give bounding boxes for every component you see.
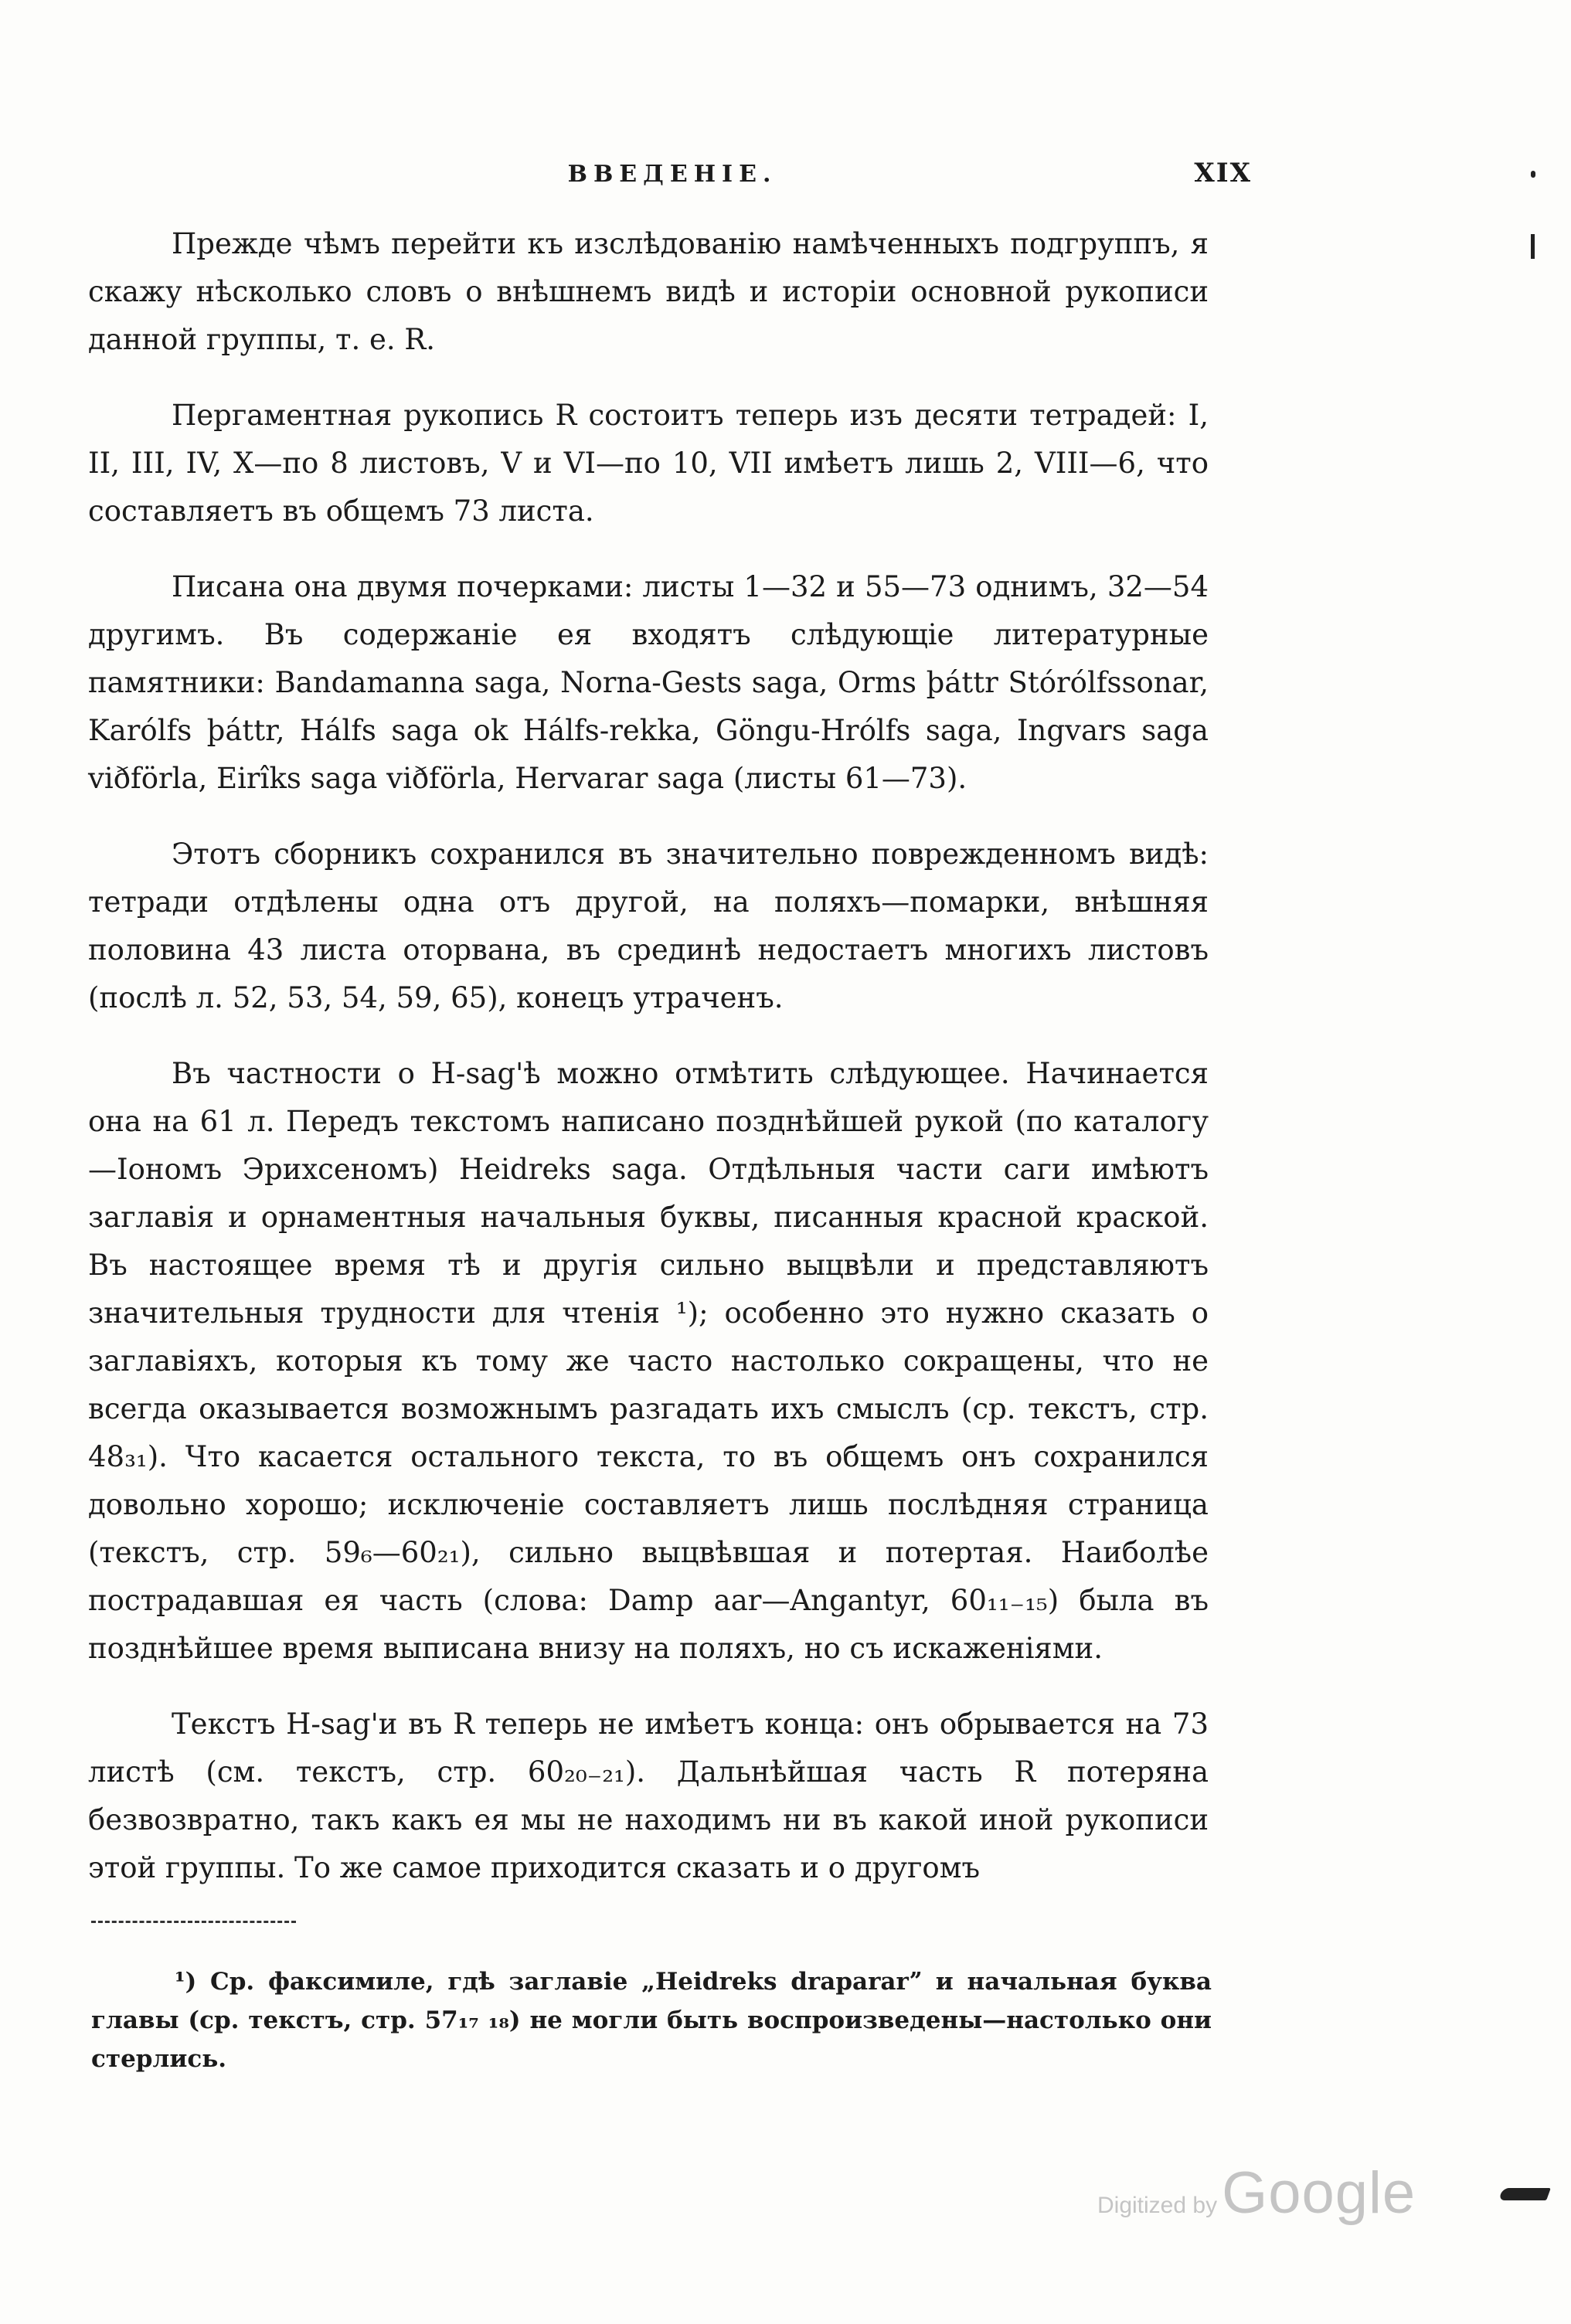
- page-number: XIX: [1194, 158, 1252, 189]
- paragraph-h-saga: Въ частности о H-sag'ѣ можно отмѣтить слѣдующее. Начинается она на 61 л. Передъ текстомъ написано позднѣйшей рукой (по каталогу—Іономъ Эрихсеномъ) Heidreks saga. Отдѣльныя части саги имѣютъ заглавія и орнаментныя начальныя буквы, писанныя красной краской. Въ настоящее время тѣ и другія сильно выцвѣли и представляютъ значительныя трудности для чтенія ¹); особенно это нужно сказать о заглавіяхъ, которыя къ тому же часто настолько сокращены, что не всегда оказывается возможнымъ разгадать ихъ смыслъ (ср. текстъ, стр. 48₃₁). Что касается остального текста, то въ общемъ онъ сохранился довольно хорошо; исключеніе составляетъ лишь послѣдняя страница (текстъ, стр. 59₆—60₂₁), сильно выцвѣвшая и потертая. Наиболѣе пострадавшая ея часть (слова: Damp aar—Angantyr, 60₁₁₋₁₅) была въ позднѣйшее время выписана внизу на поляхъ, но съ искаженіями.: [88, 1057, 1209, 1665]
- margin-ink-dot: [1531, 171, 1535, 178]
- footnote-divider: [91, 1921, 296, 1923]
- margin-ink-smudge: [1498, 2188, 1551, 2200]
- paragraph-ending: Текстъ H-sag'и въ R теперь не имѣетъ конца: онъ обрывается на 73 листѣ (см. текстъ, стр. 60₂₀₋₂₁). Дальнѣйшая часть R потеряна безвозвратно, такъ какъ ея мы не находимъ ни въ какой иной рукописи этой группы. То же самое приходится сказать и о другомъ: [88, 1707, 1209, 1884]
- paragraph-condition: Этотъ сборникъ сохранился въ значительно поврежденномъ видѣ: тетради отдѣлены одна отъ другой, на поляхъ—помарки, внѣшняя половина 43 листа оторвана, въ срединѣ недостаетъ многихъ листовъ (послѣ л. 52, 53, 54, 59, 65), конецъ утраченъ.: [88, 838, 1209, 1014]
- footnote: ¹) Ср. факсимиле, гдѣ заглавіе „Heidreks drapararˮ и начальная буква главы (ср. текстъ, стр. 57₁₇ ₁₈) не могли быть воспроизведены—настолько они стерлись.: [91, 1968, 1212, 2073]
- margin-ink-stroke: [1531, 234, 1535, 259]
- body-text: [88, 220, 1209, 1920]
- paragraph-intro: Прежде чѣмъ перейти къ изслѣдованію намѣченныхъ подгруппъ, я скажу нѣсколько словъ о внѣшнемъ видѣ и исторіи основной рукописи данной группы, т. е. R.: [88, 227, 1209, 356]
- paragraph-parchment: Пергаментная рукопись R состоитъ теперь изъ десяти тетрадей: I, II, III, IV, X—по 8 листовъ, V и VI—по 10, VII имѣетъ лишь 2, VIII—6, что составляетъ въ общемъ 73 листа.: [88, 399, 1209, 528]
- google-logo: Google: [1222, 2160, 1416, 2226]
- paragraph-hands: Писана она двумя почерками: листы 1—32 и 55—73 однимъ, 32—54 другимъ. Въ содержаніе ея входятъ слѣдующіе литературные памятники: Bandamanna saga, Norna-Gests saga, Orms þáttr Stórólfssonar, Karólfs þáttr, Hálfs saga ok Hálfs-rekka, Göngu-Hrólfs saga, Ingvars saga viðförla, Eirîks saga viðförla, Hervarar saga (листы 61—73).: [88, 570, 1209, 795]
- digitized-watermark: [1097, 2159, 1416, 2227]
- running-header-title: ВВЕДЕНІЕ.: [567, 161, 777, 188]
- watermark-prefix: Digitized by: [1097, 2193, 1218, 2218]
